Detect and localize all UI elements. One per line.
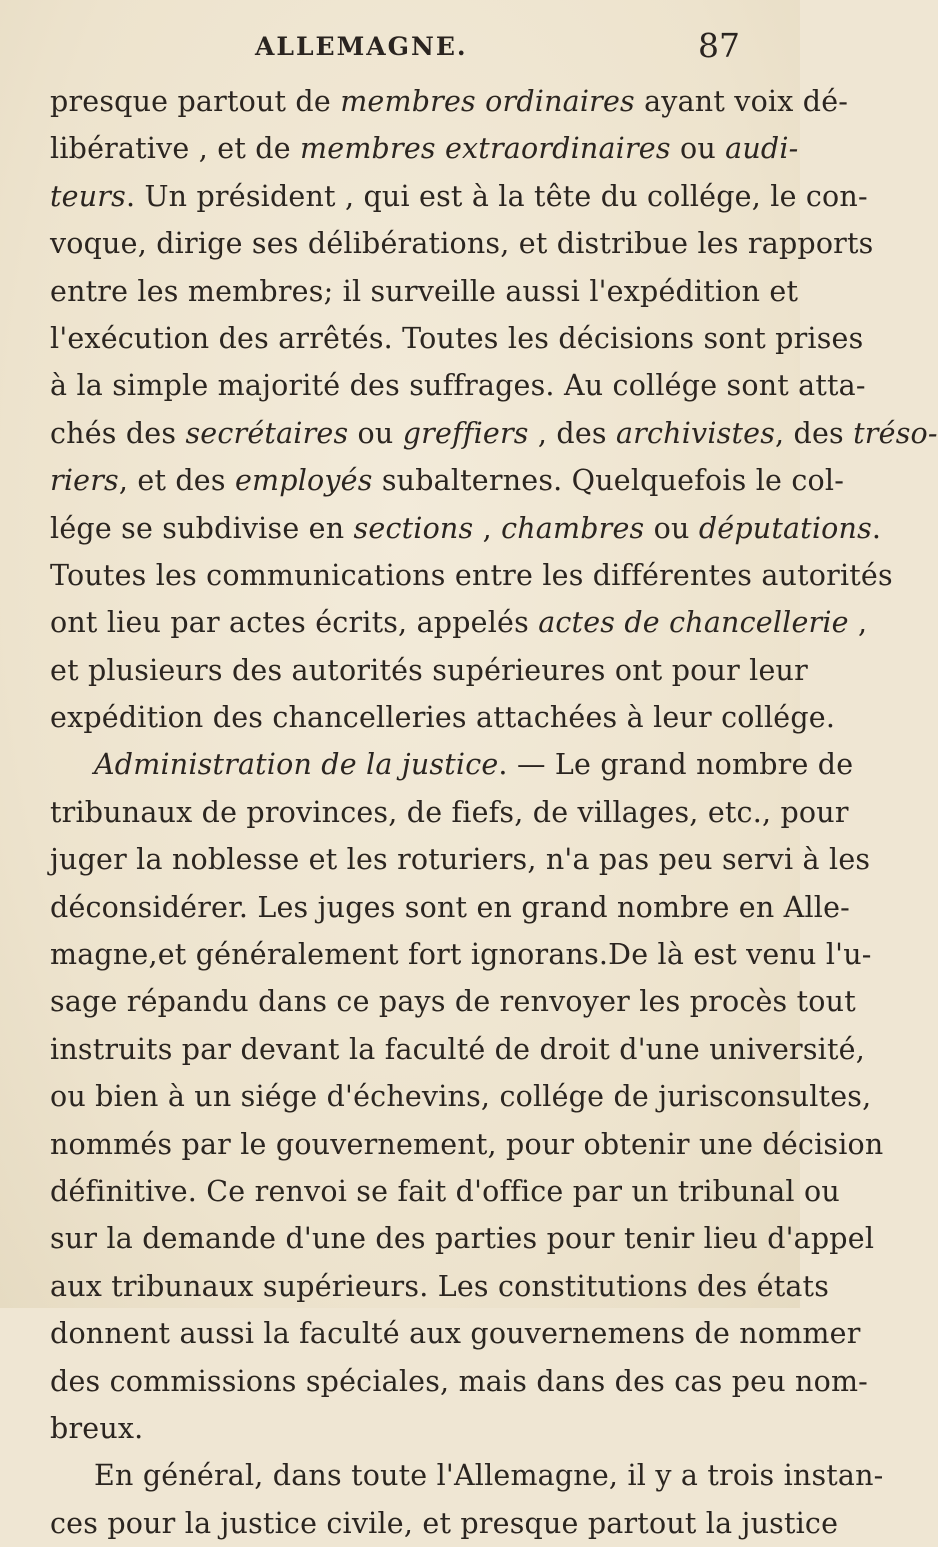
text-run: libérative , et de <box>50 132 301 166</box>
italic-phrase: sections <box>353 511 474 545</box>
text-run: sur la demande d'une des parties pour tenir lieu d'appel <box>50 1222 875 1256</box>
text-run: , <box>848 606 868 640</box>
text-run: subalternes. Quelquefois le col- <box>372 464 845 498</box>
text-run: , des <box>528 416 616 450</box>
text-line <box>50 1168 840 1215</box>
text-run: ou <box>348 416 403 450</box>
italic-phrase: tréso- <box>853 416 938 450</box>
body-text <box>50 78 938 1547</box>
page-number: 87 <box>698 26 740 65</box>
text-run: juger la noblesse et les roturiers, n'a pas peu servi à les <box>50 843 871 877</box>
text-line <box>50 315 864 362</box>
text-line <box>50 1026 865 1073</box>
text-run: définitive. Ce renvoi se fait d'office par un tribunal ou <box>50 1174 840 1208</box>
text-line <box>50 1215 875 1262</box>
text-run: lége se subdivise en <box>50 511 354 545</box>
text-run: En général, dans toute l'Allemagne, il y a trois instan- <box>94 1459 884 1493</box>
text-line <box>50 789 849 836</box>
page-header <box>50 14 740 64</box>
text-line <box>50 410 938 457</box>
italic-phrase: chambres <box>501 511 645 545</box>
text-line <box>50 1121 884 1168</box>
italic-phrase: députations <box>698 511 872 545</box>
text-run: nommés par le gouvernement, pour obtenir une décision <box>50 1127 884 1161</box>
italic-phrase: greffiers <box>402 416 529 450</box>
text-line <box>50 268 799 315</box>
text-line <box>50 125 799 172</box>
text-run: ou bien à un siége d'échevins, collége de jurisconsultes, <box>50 1080 872 1114</box>
text-line <box>50 978 856 1025</box>
text-line <box>50 220 874 267</box>
text-line <box>50 1405 740 1452</box>
text-run: chés des <box>50 416 186 450</box>
text-run: et plusieurs des autorités supérieures ont pour leur <box>50 653 808 687</box>
text-run: déconsidérer. Les juges sont en grand nombre en Alle- <box>50 890 850 924</box>
text-line <box>50 836 871 883</box>
text-run: donnent aussi la faculté aux gouvernemens de nommer <box>50 1317 861 1351</box>
text-run: . <box>871 511 882 545</box>
text-run: instruits par devant la faculté de droit d'une université, <box>50 1032 865 1066</box>
text-line <box>50 931 872 978</box>
text-run: aux tribunaux supérieurs. Les constitutions des états <box>50 1269 830 1303</box>
text-line <box>50 173 868 220</box>
text-run: des commissions spéciales, mais dans des cas peu nom- <box>50 1364 868 1398</box>
text-run: . — Le grand nombre de <box>498 748 854 782</box>
text-line <box>50 1263 830 1310</box>
text-run: Toutes les communications entre les différentes autorités <box>50 558 893 592</box>
text-run: ont lieu par actes écrits, appelés <box>50 606 539 640</box>
text-run: tribunaux de provinces, de fiefs, de villages, etc., pour <box>50 795 849 829</box>
text-line <box>50 1073 872 1120</box>
italic-phrase: audi- <box>725 132 799 166</box>
italic-phrase: employés <box>234 464 373 498</box>
text-line <box>50 694 836 741</box>
italic-phrase: membres extraordinaires <box>300 132 671 166</box>
text-run: , des <box>775 416 854 450</box>
text-run: , et des <box>118 464 235 498</box>
italic-phrase: Administration de la justice <box>94 748 499 782</box>
italic-phrase: archivistes <box>615 416 776 450</box>
text-line <box>50 78 849 125</box>
text-run: magne,et généralement fort ignorans.De là est venu l'u- <box>50 938 872 972</box>
text-line <box>50 884 850 931</box>
text-line <box>50 647 808 694</box>
text-run: entre les membres; il surveille aussi l'expédition et <box>50 274 799 308</box>
text-line <box>50 1310 861 1357</box>
text-run: , <box>473 511 502 545</box>
text-line <box>50 1500 839 1547</box>
text-run: breux. <box>50 1411 144 1445</box>
text-run: ou <box>644 511 699 545</box>
italic-phrase: actes de chancellerie <box>538 606 849 640</box>
text-line <box>50 552 893 599</box>
text-run: ayant voix dé- <box>634 85 849 118</box>
text-run: expédition des chancelleries attachées à leur collége. <box>50 701 836 735</box>
italic-phrase: riers <box>50 464 119 498</box>
text-line <box>50 1452 884 1499</box>
italic-phrase: membres ordinaires <box>340 85 635 118</box>
text-line <box>50 505 882 552</box>
text-run: sage répandu dans ce pays de renvoyer les procès tout <box>50 985 856 1019</box>
text-run: l'exécution des arrêtés. Toutes les décisions sont prises <box>50 321 864 355</box>
running-head: ALLEMAGNE. <box>255 32 468 61</box>
text-run: voque, dirige ses délibérations, et distribue les rapports <box>50 227 874 261</box>
text-line <box>50 741 854 788</box>
text-run: ou <box>670 132 726 166</box>
text-run: . Un président , qui est à la tête du collége, le con- <box>125 179 868 213</box>
italic-phrase: secrétaires <box>185 416 349 450</box>
text-line <box>50 599 868 646</box>
text-line <box>50 457 845 504</box>
italic-phrase: teurs <box>50 179 126 213</box>
text-line <box>50 362 866 409</box>
text-run: presque partout de <box>50 85 341 118</box>
text-run: ces pour la justice civile, et presque partout la justice <box>50 1506 839 1540</box>
text-run: à la simple majorité des suffrages. Au collége sont atta- <box>50 369 866 403</box>
text-line <box>50 1358 868 1405</box>
